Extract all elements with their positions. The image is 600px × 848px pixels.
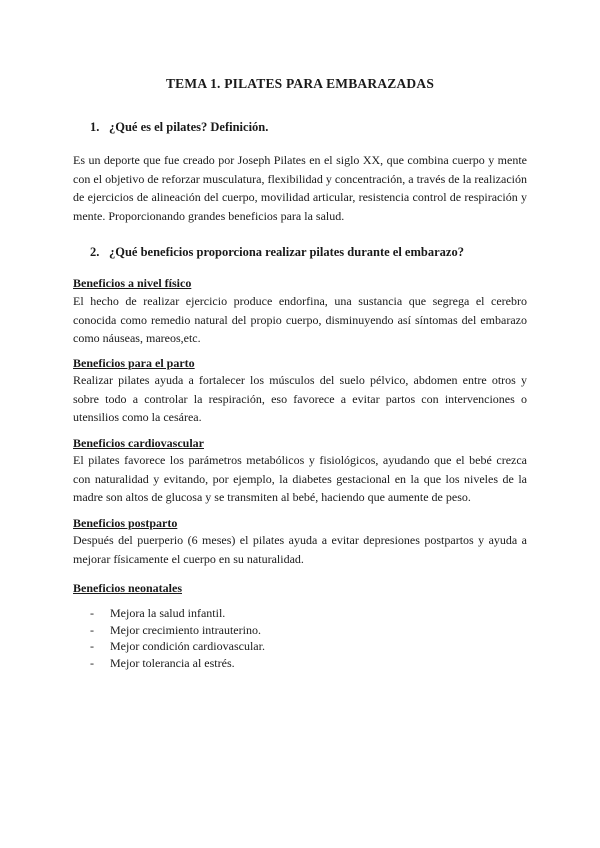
benefits-postpartum-title: Beneficios postparto bbox=[73, 516, 178, 530]
benefits-cardio-title: Beneficios cardiovascular bbox=[73, 436, 204, 450]
section-2-number: 2. bbox=[90, 245, 100, 259]
bullet-dash: - bbox=[90, 639, 94, 653]
section-2-heading-text: ¿Qué beneficios proporciona realizar pilates durante el embarazo? bbox=[109, 245, 464, 259]
bullet-dash: - bbox=[90, 606, 94, 620]
benefits-physical-text: El hecho de realizar ejercicio produce endorfina, una sustancia que segrega el cerebro conocida como remedio natural del propio cuerpo, disminuyendo así síntomas del embarazo como náuseas, mareos,etc. bbox=[73, 294, 527, 345]
benefits-birth-title: Beneficios para el parto bbox=[73, 356, 195, 370]
benefits-physical-title: Beneficios a nivel físico bbox=[73, 276, 192, 290]
section-1-heading-text: ¿Qué es el pilates? Definición. bbox=[109, 120, 269, 134]
list-item-text: Mejora la salud infantil. bbox=[110, 606, 226, 620]
section-1-paragraph: Es un deporte que fue creado por Joseph Pilates en el siglo XX, que combina cuerpo y mente con el objetivo de reforzar musculatura, flexibilidad y concentración, a través de la realización de ejercicios de alineación del cuerpo, movilidad articular, resistencia control de respiración y mente. Proporcionando grandes beneficios para la salud. bbox=[73, 153, 527, 223]
benefits-neonatal-title: Beneficios neonatales bbox=[73, 581, 182, 595]
list-item-text: Mejor condición cardiovascular. bbox=[110, 639, 265, 653]
list-item bbox=[90, 622, 265, 639]
section-2-heading bbox=[90, 245, 464, 260]
list-item-text: Mejor tolerancia al estrés. bbox=[110, 655, 235, 670]
bullet-dash: - bbox=[90, 622, 94, 637]
section-1-heading bbox=[90, 120, 268, 135]
document-title: TEMA 1. PILATES PARA EMBARAZADAS bbox=[165, 76, 435, 91]
benefits-neonatal-list bbox=[90, 605, 265, 671]
list-item bbox=[90, 655, 265, 672]
benefits-birth-text: Realizar pilates ayuda a fortalecer los músculos del suelo pélvico, abdomen entre otros y sobre todo a controlar la respiración, eso favorece a evitar partos con intervenciones o utensilios como la cesárea. bbox=[73, 373, 527, 424]
bullet-dash: - bbox=[90, 655, 94, 670]
section-1-number: 1. bbox=[90, 120, 100, 134]
list-item bbox=[90, 638, 265, 655]
list-item-text: Mejor crecimiento intrauterino. bbox=[110, 622, 261, 637]
benefits-postpartum-text: Después del puerperio (6 meses) el pilates ayuda a evitar depresiones postpartos y ayuda a mejorar físicamente el cuerpo en su naturalidad. bbox=[73, 533, 527, 566]
list-item bbox=[90, 605, 265, 622]
benefits-cardio-text: El pilates favorece los parámetros metabólicos y fisiológicos, ayudando que el bebé crezca con naturalidad y evitando, por ejemplo, la diabetes gestacional en la que los niveles de la madre son altos de glucosa y se transmiten al bebé, haciendo que aumente de peso. bbox=[73, 453, 527, 504]
